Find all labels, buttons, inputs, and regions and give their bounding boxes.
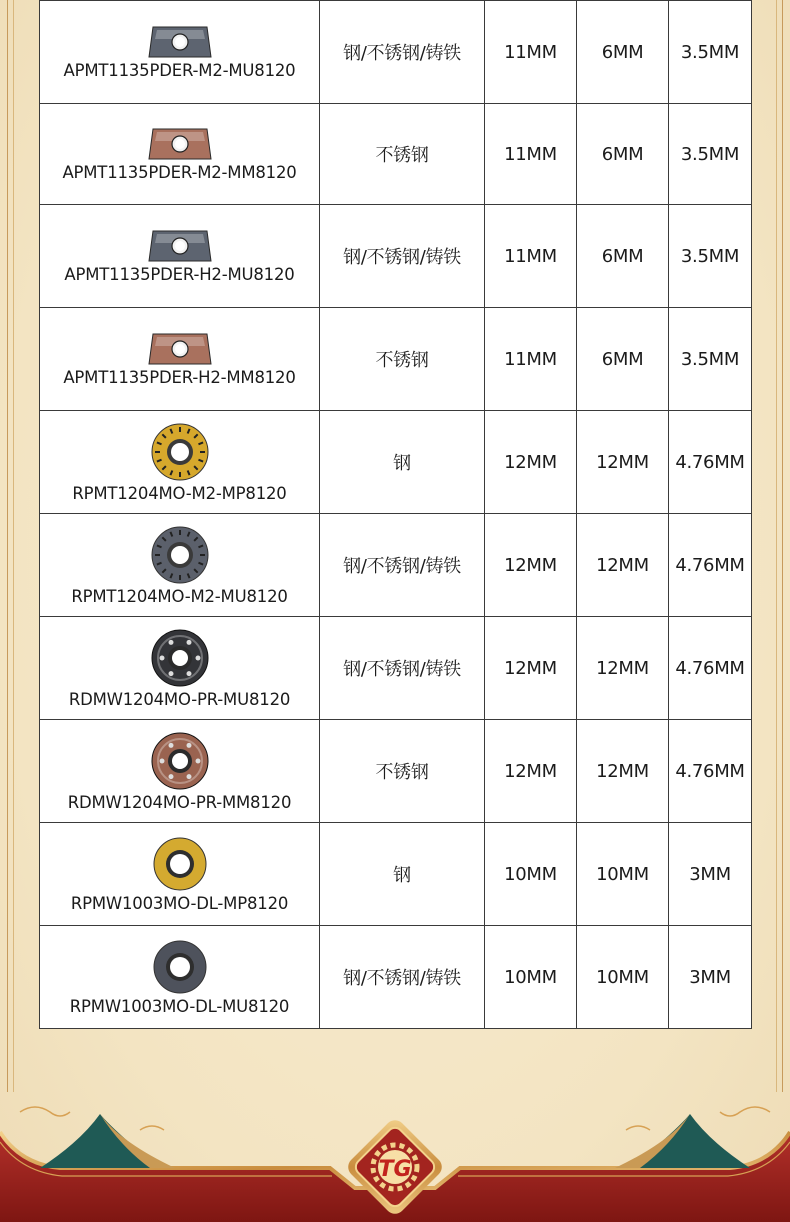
model-cell: [40, 720, 320, 823]
width-cell: 12MM: [577, 617, 669, 720]
table-row: [40, 617, 752, 720]
insert-spec-table: [39, 0, 752, 1029]
model-cell: [40, 1, 320, 104]
model-name: RPMT1204MO-M2-MU8120: [71, 586, 288, 606]
table-row: [40, 514, 752, 617]
thickness-cell: 4.76MM: [669, 617, 752, 720]
thickness-cell: 3.5MM: [669, 205, 752, 308]
thickness-cell: 3.5MM: [669, 104, 752, 205]
decorative-border-right-inner: [776, 0, 777, 1092]
material-cell: 钢: [320, 411, 485, 514]
apmt-insert-copper-icon: [147, 332, 213, 366]
thickness-cell: 4.76MM: [669, 411, 752, 514]
width-cell: 6MM: [577, 205, 669, 308]
material-cell: 钢/不锈钢/铸铁: [320, 926, 485, 1029]
tg-gear-logo-icon: TG: [378, 1157, 412, 1182]
model-name: RPMW1003MO-DL-MP8120: [70, 893, 289, 913]
diameter-cell: 10MM: [485, 926, 577, 1029]
width-cell: 12MM: [577, 720, 669, 823]
diameter-cell: 11MM: [485, 308, 577, 411]
table-row: [40, 926, 752, 1029]
model-cell: [40, 823, 320, 926]
model-name: RDMW1204MO-PR-MM8120: [67, 792, 292, 812]
material-cell: 钢: [320, 823, 485, 926]
model-name: RDMW1204MO-PR-MU8120: [68, 689, 291, 709]
decorative-border-left: [7, 0, 8, 1092]
width-cell: 12MM: [577, 411, 669, 514]
model-cell: [40, 617, 320, 720]
model-name: APMT1135PDER-H2-MU8120: [64, 264, 295, 284]
apmt-insert-gray-icon: [147, 25, 213, 59]
table-row: [40, 308, 752, 411]
decorative-border-left-inner: [13, 0, 14, 1092]
width-cell: 6MM: [577, 1, 669, 104]
material-cell: 钢/不锈钢/铸铁: [320, 205, 485, 308]
thickness-cell: 3.5MM: [669, 1, 752, 104]
width-cell: 6MM: [577, 104, 669, 205]
model-cell: [40, 205, 320, 308]
thickness-cell: 3MM: [669, 823, 752, 926]
width-cell: 10MM: [577, 823, 669, 926]
material-cell: 不锈钢: [320, 104, 485, 205]
material-cell: 钢/不锈钢/铸铁: [320, 1, 485, 104]
model-cell: [40, 308, 320, 411]
model-cell: [40, 411, 320, 514]
footer-decoration: [0, 1072, 790, 1222]
thickness-cell: 3.5MM: [669, 308, 752, 411]
rpmt-insert-gold-icon: [149, 422, 211, 482]
material-cell: 钢/不锈钢/铸铁: [320, 514, 485, 617]
width-cell: 10MM: [577, 926, 669, 1029]
model-name: RPMT1204MO-M2-MP8120: [72, 483, 287, 503]
table-row: [40, 823, 752, 926]
apmt-insert-copper-icon: [147, 127, 213, 161]
rpmt-insert-gray-icon: [149, 525, 211, 585]
diameter-cell: 10MM: [485, 823, 577, 926]
material-cell: 不锈钢: [320, 308, 485, 411]
model-name: RPMW1003MO-DL-MU8120: [69, 996, 290, 1016]
table-row: [40, 205, 752, 308]
table-row: [40, 411, 752, 514]
diameter-cell: 12MM: [485, 720, 577, 823]
table-row: [40, 720, 752, 823]
model-cell: [40, 514, 320, 617]
model-name: APMT1135PDER-M2-MM8120: [62, 162, 297, 182]
diameter-cell: 12MM: [485, 411, 577, 514]
rpmw-insert-gray-icon: [152, 939, 208, 995]
model-name: APMT1135PDER-H2-MM8120: [63, 367, 296, 387]
thickness-cell: 4.76MM: [669, 720, 752, 823]
table-row: [40, 104, 752, 205]
apmt-insert-gray-icon: [147, 229, 213, 263]
rdmw-insert-copper-icon: [149, 731, 211, 791]
thickness-cell: 3MM: [669, 926, 752, 1029]
diameter-cell: 12MM: [485, 617, 577, 720]
model-name: APMT1135PDER-M2-MU8120: [63, 60, 296, 80]
thickness-cell: 4.76MM: [669, 514, 752, 617]
model-cell: [40, 926, 320, 1029]
diameter-cell: 11MM: [485, 104, 577, 205]
diameter-cell: 11MM: [485, 1, 577, 104]
rpmw-insert-gold-icon: [152, 836, 208, 892]
width-cell: 12MM: [577, 514, 669, 617]
diameter-cell: 11MM: [485, 205, 577, 308]
rdmw-insert-black-icon: [149, 628, 211, 688]
material-cell: 钢/不锈钢/铸铁: [320, 617, 485, 720]
table-row: [40, 1, 752, 104]
width-cell: 6MM: [577, 308, 669, 411]
diameter-cell: 12MM: [485, 514, 577, 617]
model-cell: [40, 104, 320, 205]
material-cell: 不锈钢: [320, 720, 485, 823]
decorative-border-right: [782, 0, 783, 1092]
